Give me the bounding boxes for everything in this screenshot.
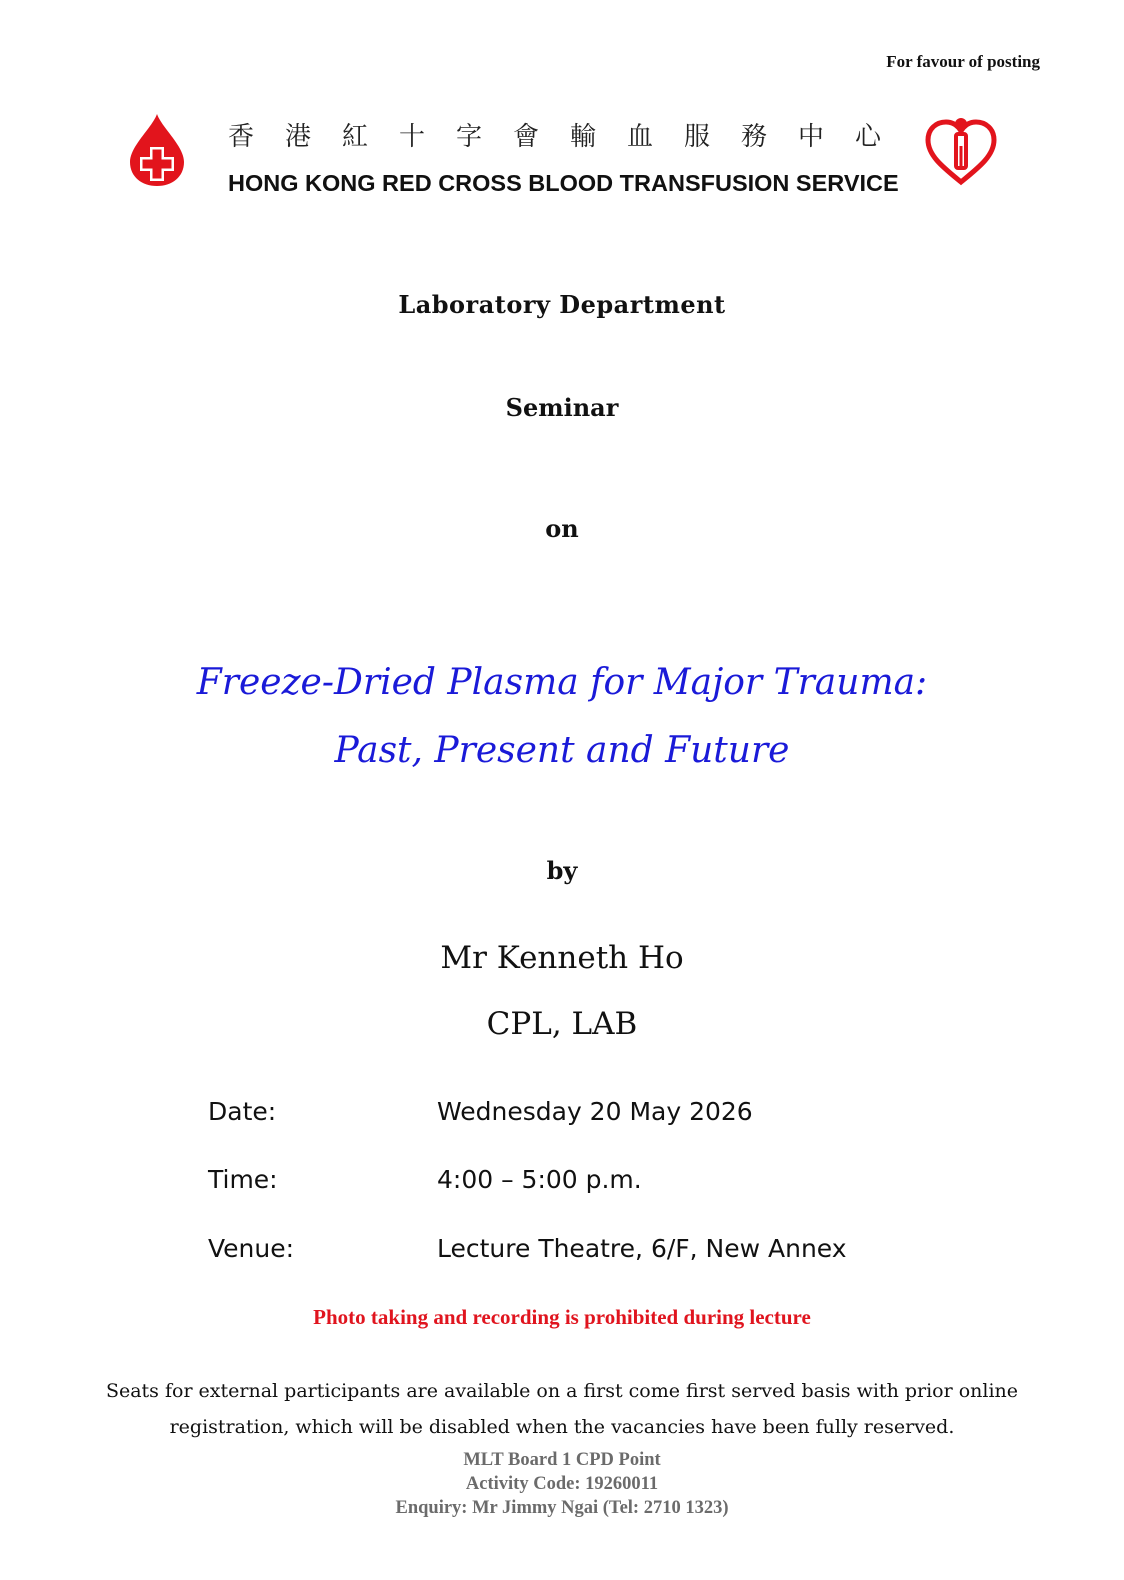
enquiry-contact: Enquiry: Mr Jimmy Ngai (Tel: 2710 1323) <box>395 1498 729 1518</box>
cpd-points: MLT Board 1 CPD Point <box>463 1450 661 1470</box>
date-value: Wednesday 20 May 2026 <box>437 1097 753 1126</box>
speaker-name: Mr Kenneth Ho <box>440 940 684 976</box>
posting-note: For favour of posting <box>886 52 1040 71</box>
activity-code: Activity Code: 19260011 <box>465 1474 659 1494</box>
time-label: Time: <box>208 1165 278 1194</box>
heart-figure-icon <box>924 116 998 186</box>
seats-notice-line2: registration, which will be disabled when the vacancies have been fully reserved. <box>169 1416 955 1438</box>
seats-notice <box>60 1373 1064 1445</box>
date-label: Date: <box>208 1097 277 1126</box>
connector-by: by <box>546 856 578 885</box>
event-type: Seminar <box>505 393 619 422</box>
red-cross-blood-drop-icon <box>126 112 188 188</box>
seats-notice-line1: Seats for external participants are available on a first come first served basis with prior online <box>105 1380 1019 1402</box>
venue-value: Lecture Theatre, 6/F, New Annex <box>437 1234 847 1263</box>
topic-title-line2: Past, Present and Future <box>334 730 790 771</box>
recording-warning: Photo taking and recording is prohibited during lecture <box>313 1305 811 1329</box>
time-value: 4:00 – 5:00 p.m. <box>437 1165 642 1194</box>
connector-on: on <box>545 514 579 543</box>
venue-label: Venue: <box>208 1234 295 1263</box>
org-name-chinese: 香港紅十字會輸血服務中心 <box>228 122 913 152</box>
speaker-title: CPL, LAB <box>486 1006 638 1042</box>
org-name-english: HONG KONG RED CROSS BLOOD TRANSFUSION SERVICE <box>228 170 899 196</box>
topic-title-line1: Freeze-Dried Plasma for Major Trauma: <box>196 662 928 703</box>
department-heading: Laboratory Department <box>398 290 726 319</box>
